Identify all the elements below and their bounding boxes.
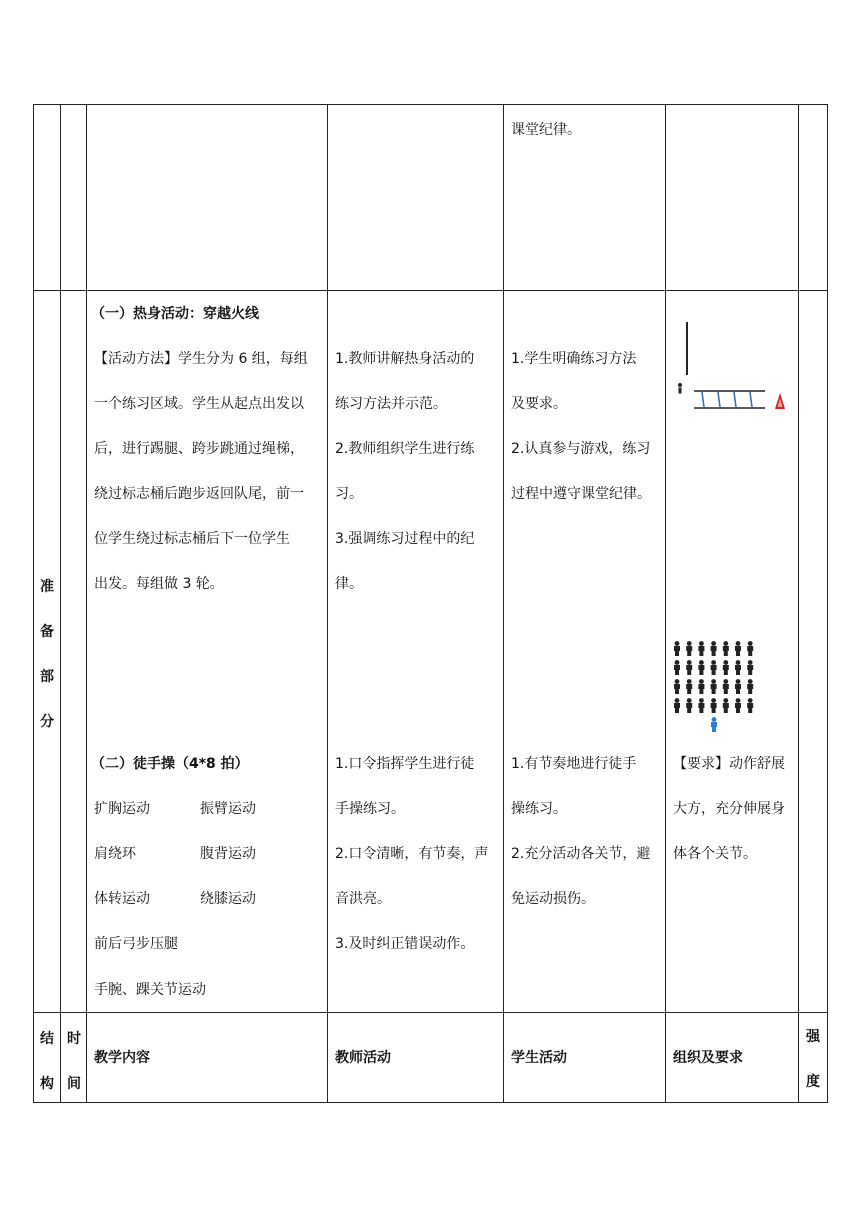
exercise-move: 腹背运动 xyxy=(200,846,256,862)
student-figure-icon xyxy=(686,698,692,713)
student-figure-icon xyxy=(678,383,682,394)
student-figure-icon xyxy=(747,698,753,713)
warmup-content-line: 后，进行踢腿、跨步跳通过绳梯， xyxy=(94,441,304,457)
student-figure-icon xyxy=(674,679,680,694)
warmup-student-line: 过程中遵守课堂纪律。 xyxy=(511,486,651,502)
warmup-content-line: 出发。每组做 3 轮。 xyxy=(94,576,224,592)
student-figure-icon xyxy=(735,679,741,694)
student-figure-icon xyxy=(747,641,753,656)
header-intensity-char: 度 xyxy=(806,1074,820,1090)
exercise-teacher-line: 音洪亮。 xyxy=(335,891,391,907)
exercise-move: 前后弓步压腿 xyxy=(94,936,178,952)
student-figure-icon xyxy=(674,660,680,675)
column-divider xyxy=(60,104,61,1103)
exercise-student-line: 免运动损伤。 xyxy=(511,891,595,907)
student-figure-icon xyxy=(698,641,704,656)
warmup-content-line: 位学生绕过标志桶后下一位学生 xyxy=(94,531,290,547)
warmup-teacher-line: 2.教师组织学生进行练 xyxy=(335,441,475,457)
section-label-char: 准 xyxy=(40,579,54,595)
student-figure-icon xyxy=(698,679,704,694)
exercise-title: （二）徒手操（4*8 拍） xyxy=(91,756,249,772)
warmup-student-line: 2.认真参与游戏，练习 xyxy=(511,441,651,457)
exercise-teacher-line: 手操练习。 xyxy=(335,801,405,817)
formation-diagram xyxy=(673,639,763,734)
table-border-left xyxy=(33,104,34,1103)
exercise-student-line: 1.有节奏地进行徒手 xyxy=(511,756,637,772)
section-label-char: 分 xyxy=(40,714,54,730)
student-figure-icon xyxy=(735,641,741,656)
column-divider xyxy=(327,104,328,1103)
student-figure-icon xyxy=(686,660,692,675)
student-figure-icon xyxy=(674,641,680,656)
table-border-bottom xyxy=(33,1102,828,1103)
student-figure-icon xyxy=(747,679,753,694)
exercise-teacher-line: 3.及时纠正错误动作。 xyxy=(335,936,475,952)
exercise-move: 手腕、踝关节运动 xyxy=(94,982,206,998)
rope-ladder-icon xyxy=(694,391,765,408)
exercise-student-line: 2.充分活动各关节，避 xyxy=(511,846,651,862)
header-content: 教学内容 xyxy=(94,1050,150,1066)
exercise-move: 振臂运动 xyxy=(200,801,256,817)
exercise-student-line: 操练习。 xyxy=(511,801,567,817)
student-figure-icon xyxy=(723,698,729,713)
header-structure-char: 结 xyxy=(40,1031,54,1047)
header-time-char: 时 xyxy=(67,1031,81,1047)
column-divider xyxy=(665,104,666,1103)
exercise-teacher-line: 2.口令清晰，有节奏，声 xyxy=(335,846,489,862)
warmup-content-line: 【活动方法】学生分为 6 组，每组 xyxy=(94,351,308,367)
table-border-right xyxy=(827,104,828,1103)
student-figure-icon xyxy=(735,660,741,675)
ladder-drill-diagram xyxy=(673,319,793,414)
student-figure-icon xyxy=(698,660,704,675)
exercise-requirement-line: 【要求】动作舒展 xyxy=(673,756,785,772)
warmup-content-line: 一个练习区域。学生从起点出发以 xyxy=(94,396,304,412)
header-time-char: 间 xyxy=(67,1076,81,1092)
header-structure-char: 构 xyxy=(40,1076,54,1092)
header-intensity-char: 强 xyxy=(806,1029,820,1045)
exercise-move: 绕膝运动 xyxy=(200,891,256,907)
student-figure-icon xyxy=(711,698,717,713)
header-student: 学生活动 xyxy=(511,1050,567,1066)
student-activity-text: 课堂纪律。 xyxy=(511,122,581,138)
column-divider xyxy=(798,104,799,1103)
exercise-requirement-line: 体各个关节。 xyxy=(673,846,757,862)
warmup-student-line: 1.学生明确练习方法 xyxy=(511,351,637,367)
teacher-figure-icon xyxy=(711,717,717,732)
exercise-requirement-line: 大方，充分伸展身 xyxy=(673,801,785,817)
column-divider xyxy=(86,104,87,1103)
exercise-teacher-line: 1.口令指挥学生进行徒 xyxy=(335,756,475,772)
student-figure-icon xyxy=(686,641,692,656)
student-figure-icon xyxy=(735,698,741,713)
exercise-move: 肩绕环 xyxy=(94,846,136,862)
warmup-teacher-line: 习。 xyxy=(335,486,363,502)
header-teacher: 教师活动 xyxy=(335,1050,391,1066)
student-figure-icon xyxy=(686,679,692,694)
marker-cone-icon xyxy=(775,393,785,409)
table-border-top xyxy=(33,104,828,105)
column-divider xyxy=(503,104,504,1103)
student-figure-icon xyxy=(711,660,717,675)
warmup-teacher-line: 1.教师讲解热身活动的 xyxy=(335,351,475,367)
exercise-move: 体转运动 xyxy=(94,891,150,907)
student-figure-icon xyxy=(711,641,717,656)
warmup-student-line: 及要求。 xyxy=(511,396,567,412)
student-figure-icon xyxy=(711,679,717,694)
student-figure-icon xyxy=(674,698,680,713)
header-organization: 组织及要求 xyxy=(673,1050,743,1066)
warmup-teacher-line: 律。 xyxy=(335,576,363,592)
warmup-content-line: 绕过标志桶后跑步返回队尾，前一 xyxy=(94,486,304,502)
lesson-plan-table xyxy=(33,104,828,1103)
section-label-char: 备 xyxy=(40,624,54,640)
section-label-char: 部 xyxy=(40,669,54,685)
warmup-title: （一）热身活动：穿越火线 xyxy=(91,306,259,322)
warmup-teacher-line: 练习方法并示范。 xyxy=(335,396,447,412)
student-figure-icon xyxy=(723,641,729,656)
row-divider xyxy=(33,290,828,291)
row-divider xyxy=(33,1012,828,1013)
student-figure-icon xyxy=(723,660,729,675)
exercise-move: 扩胸运动 xyxy=(94,801,150,817)
warmup-teacher-line: 3.强调练习过程中的纪 xyxy=(335,531,475,547)
student-figure-icon xyxy=(698,698,704,713)
student-figure-icon xyxy=(723,679,729,694)
student-figure-icon xyxy=(747,660,753,675)
